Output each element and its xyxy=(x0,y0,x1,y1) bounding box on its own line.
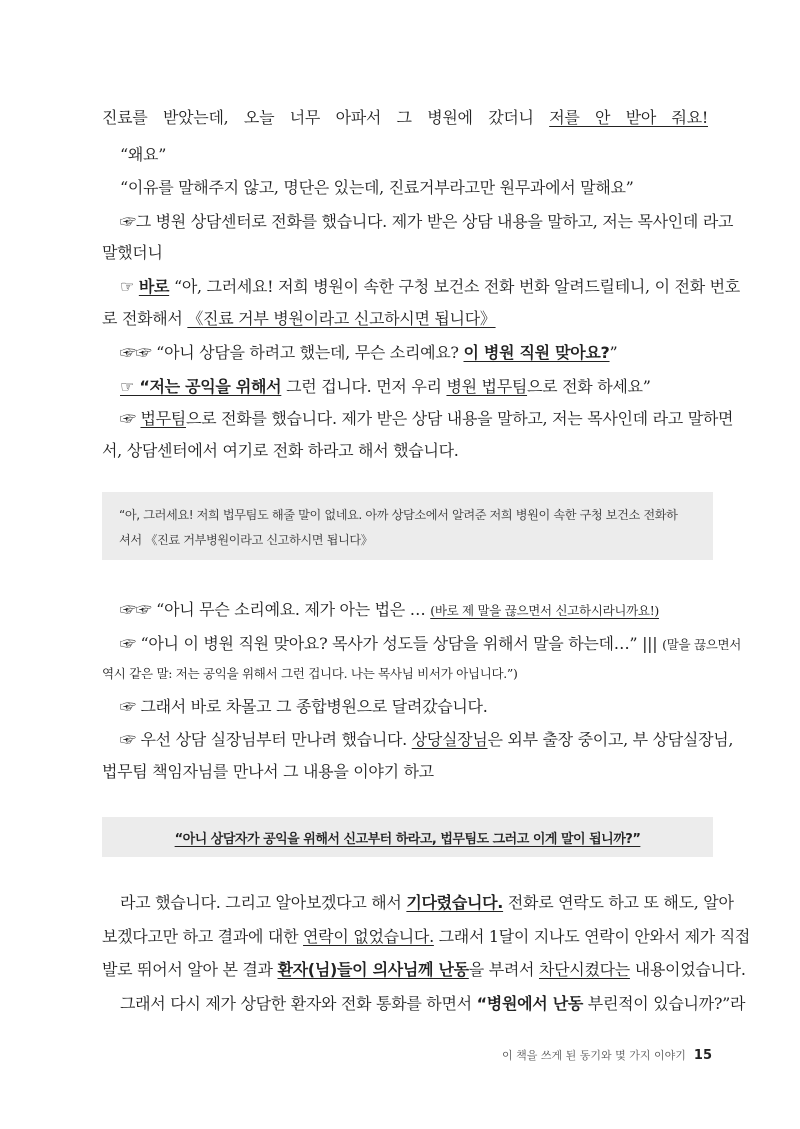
text-segment: “아, 그러세요! 저희 병원이 속한 구청 보건소 전화 번화 알려드릴테니, 이 전화 번호 xyxy=(169,277,740,296)
text-segment: 으로 전화 하세요” xyxy=(527,377,651,396)
underlined-text: 연락이 없었습니다. xyxy=(303,927,434,946)
page-footer xyxy=(502,1047,712,1063)
quote-box-1 xyxy=(102,492,713,560)
body-line-8 xyxy=(120,343,708,363)
text-segment: 그런 겁니다. 먼저 우리 xyxy=(281,377,447,396)
body-line-9 xyxy=(120,377,708,397)
body-line-5 xyxy=(102,243,708,263)
body-line-16 xyxy=(120,730,734,750)
text-segment: ☞ xyxy=(120,277,139,296)
body-line-19 xyxy=(102,927,751,947)
text-segment: ☞ 우선 상담 실장님부터 만나려 했습니다. xyxy=(120,730,412,749)
text-segment: 역시 같은 말: 저는 공익을 위해서 그런 겁니다. 나는 목사님 비서가 아닙니다.”) xyxy=(102,666,518,681)
body-line-1 xyxy=(102,108,708,128)
body-line-18 xyxy=(120,893,734,913)
body-line-6 xyxy=(120,277,740,297)
text-segment: 라고 했습니다. 그리고 알아보겠다고 해서 xyxy=(120,893,407,912)
text-segment: ☞☞ “아니 무슨 소리예요. 제가 아는 법은 … xyxy=(120,600,431,619)
text-segment: “왜요” xyxy=(120,145,167,164)
running-title: 이 책을 쓰게 된 동기와 몇 가지 이야기 xyxy=(502,1049,686,1062)
bold-underlined-text: 바로 xyxy=(138,277,170,296)
body-line-12 xyxy=(120,600,708,621)
body-line-10 xyxy=(120,409,734,429)
text-segment: 발로 뛰어서 알아 본 결과 xyxy=(102,960,278,979)
text-segment: 말했더니 xyxy=(102,243,163,262)
text-segment: ☞☞ “아니 상담을 하려고 했는데, 무슨 소리예요? xyxy=(120,343,464,362)
bold-underlined-text: 환자(님)들이 의사님께 난동 xyxy=(277,960,469,979)
underlined-text: 상당실장님 xyxy=(411,730,488,749)
body-line-20 xyxy=(102,960,746,980)
quote-box-1-line-1: “아, 그러세요! 저희 법무팀도 해줄 말이 없네요. 아까 상담소에서 알려준 저희 병원이 속한 구청 보건소 전화하 xyxy=(119,508,678,522)
text-segment: 그래서 다시 제가 상담한 환자와 전화 통화를 하면서 xyxy=(120,994,477,1013)
text-segment: ☞ 그래서 바로 차몰고 그 종합병원으로 달려갔습니다. xyxy=(120,697,488,716)
body-line-13 xyxy=(120,634,742,655)
text-segment: 은 외부 출장 중이고, 부 상담실장님, xyxy=(487,730,734,749)
underlined-text: 저를 안 받아 줘요! xyxy=(549,108,708,127)
body-line-14 xyxy=(102,664,708,684)
text-segment: 부린적이 있습니까?”라 xyxy=(583,994,746,1013)
text-segment: 진료를 받았는데, 오늘 너무 아파서 그 병원에 갔더니 xyxy=(102,108,550,127)
body-line-3 xyxy=(120,178,708,198)
bold-underlined-text: 기다렸습니다. xyxy=(406,893,504,912)
text-segment: ☞그 병원 상담센터로 전화를 했습니다. 제가 받은 상담 내용을 말하고, 저는 목사인데 라고 xyxy=(120,212,734,231)
text-segment: ☞ “아니 이 병원 직원 맞아요? 목사가 성도들 상담을 위해서 말을 하는데…” ||| xyxy=(120,634,663,653)
text-segment: 을 부려서 xyxy=(468,960,539,979)
text-segment: ” xyxy=(609,343,618,362)
body-line-17 xyxy=(102,762,708,782)
body-line-21 xyxy=(120,994,746,1014)
body-line-7 xyxy=(102,309,708,329)
quote-box-2 xyxy=(102,817,713,857)
quote-box-2-text: “아니 상담자가 공익을 위해서 신고부터 하라고, 법무팀도 그러고 이게 말이 됩니까?” xyxy=(174,831,641,847)
text-segment: 내용이었습니다. xyxy=(629,960,746,979)
text-segment: 법무팀 책임자님를 만나서 그 내용을 이야기 하고 xyxy=(102,762,434,781)
text-segment: 으로 전화를 했습니다. 제가 받은 상담 내용을 말하고, 저는 목사인데 라고 말하면 xyxy=(185,409,734,428)
text-segment: ☞ xyxy=(120,409,141,428)
underlined-text: 병원 법무팀 xyxy=(446,377,528,396)
body-line-11 xyxy=(102,441,708,461)
text-segment: “이유를 말해주지 않고, 명단은 있는데, 진료거부라고만 원무과에서 말해요” xyxy=(120,178,634,197)
text-segment: 서, 상담센터에서 여기로 전화 하라고 해서 했습니다. xyxy=(102,441,459,460)
text-segment: 로 전화해서 xyxy=(102,309,188,328)
side-note: (말을 끊으면서 xyxy=(662,637,742,652)
text-segment: 전화로 연락도 하고 또 해도, 알아 xyxy=(503,893,734,912)
body-line-2 xyxy=(120,145,726,165)
bold-underlined-text: ☞ “저는 공익을 위해서 xyxy=(120,377,282,396)
body-line-4 xyxy=(120,212,734,232)
bold-underlined-text: 이 병원 직원 맞아요? xyxy=(463,343,610,362)
text-segment: 그래서 1달이 지나도 연락이 안와서 제가 직접 xyxy=(433,927,751,946)
underlined-text: 법무팀 xyxy=(140,409,186,428)
underlined-note: (바로 제 말을 끊으면서 신고하시라니까요!) xyxy=(430,603,659,618)
quote-box-1-line-2: 셔서 《진료 거부병원이라고 신고하시면 됩니다》 xyxy=(119,533,373,547)
page-number: 15 xyxy=(693,1048,712,1063)
body-line-15 xyxy=(120,697,708,717)
text-segment: 보겠다고만 하고 결과에 대한 xyxy=(102,927,304,946)
underlined-text: 차단시켰다는 xyxy=(539,960,630,979)
bold-text: “병원에서 난동 xyxy=(476,994,584,1013)
underlined-text: 《진료 거부 병원이라고 신고하시면 됩니다》 xyxy=(187,309,496,328)
